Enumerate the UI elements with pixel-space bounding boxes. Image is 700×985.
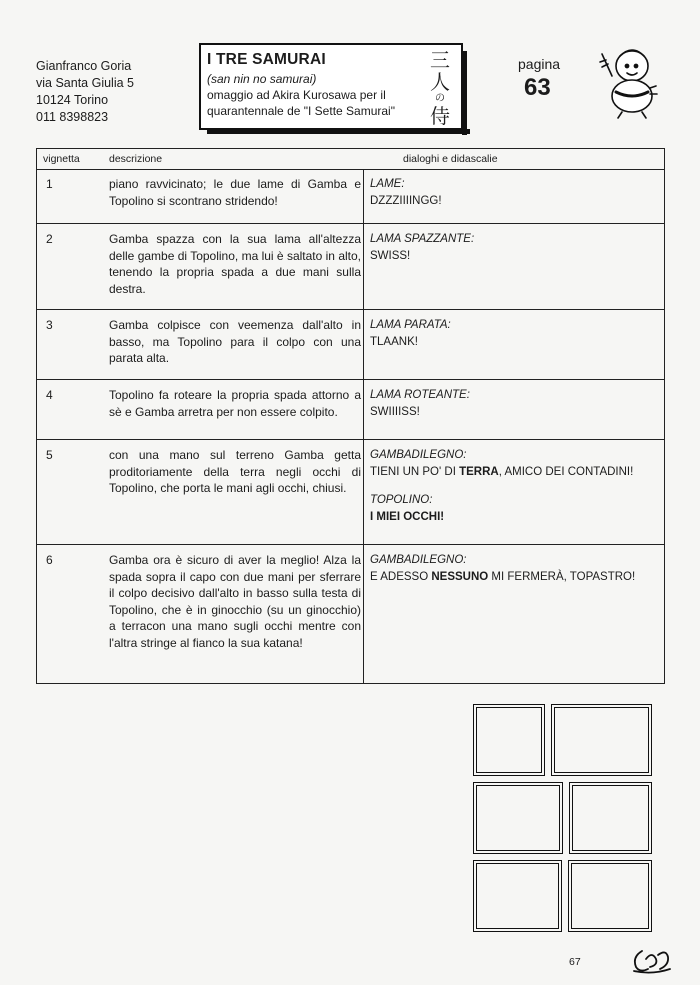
- speech-text: [370, 509, 662, 526]
- table-row: [37, 380, 664, 440]
- panel-description: Gamba colpisce con veemenza dall'alto in basso, ma Topolino para il colpo con una parata alta.: [109, 318, 361, 365]
- address-line: Gianfranco Goria: [36, 59, 132, 73]
- speech-text: SWISS!: [370, 249, 411, 262]
- column-header-dialogue: dialoghi e didascalie: [403, 153, 498, 165]
- panel-number: 3: [46, 318, 53, 332]
- table-row: [37, 440, 664, 545]
- kanji-char: 侍: [430, 104, 450, 128]
- title-box-shadow: [462, 51, 467, 135]
- speech-text-part: MI FERMERÀ, TOPASTRO!: [488, 570, 636, 583]
- speech-text: [370, 569, 662, 586]
- speech-text-part: , AMICO DEI CONTADINI!: [498, 465, 634, 478]
- panel-description: Topolino fa roteare la propria spada attorno a sè e Gamba arretra per non essere colpito.: [109, 388, 361, 419]
- panel-description: Gamba ora è sicuro di aver la meglio! Alza la spada sopra il capo con due mani per sferrare il colpo decisivo dall'alto in basso sulla testa di Topolino, che è in ginocchio (su un ginocchio) a terracon una mano sugli occhi mentre con l'altra stringe al fianco la sua katana!: [109, 553, 361, 650]
- speech-emphasis: I MIEI OCCHI!: [370, 510, 445, 523]
- layout-panel: [473, 782, 563, 854]
- speech-text: DZZZIIIINGG!: [370, 194, 442, 207]
- panel-dialogue: [370, 387, 662, 420]
- tribute-line: omaggio ad Akira Kurosawa per il: [207, 88, 386, 102]
- panel-number: 2: [46, 232, 53, 246]
- panel-description: Gamba spazza con la sua lama all'altezza delle gambe di Topolino, ma lui è saltato in alto, tenendo la propria spada a due mani sulla destra.: [109, 232, 361, 296]
- table-row: [37, 310, 664, 380]
- speech-text: SWIIIISS!: [370, 405, 420, 418]
- speaker-label: TOPOLINO:: [370, 494, 433, 506]
- speech-emphasis: NESSUNO: [431, 570, 489, 583]
- speaker-label: LAMA ROTEANTE:: [370, 389, 470, 401]
- layout-panel: [473, 704, 545, 776]
- signature-icon: [630, 945, 674, 975]
- layout-panel: [551, 704, 652, 776]
- panel-dialogue: [370, 552, 662, 585]
- panel-description: con una mano sul terreno Gamba getta proditoriamente della terra negli occhi di Topolino, che porta le mani agli occhi, chiusi.: [109, 448, 361, 495]
- address-line: via Santa Giulia 5: [36, 76, 134, 90]
- kanji-char: の: [435, 93, 445, 104]
- address-line: 10124 Torino: [36, 93, 109, 107]
- panel-number: 5: [46, 448, 53, 462]
- page-number: 63: [524, 74, 551, 101]
- speech-text-part: E ADESSO: [370, 570, 432, 583]
- address-line: 011 8398823: [36, 110, 109, 124]
- panel-number: 6: [46, 553, 53, 567]
- title-box-shadow: [207, 129, 470, 134]
- tribute-line: quarantennale de "I Sette Samurai": [207, 104, 395, 118]
- speech-emphasis: TERRA: [459, 465, 499, 478]
- author-address: [36, 58, 134, 126]
- layout-panel: [569, 782, 652, 854]
- kanji-char: 三: [430, 48, 450, 72]
- speech-text: TLAANK!: [370, 335, 418, 348]
- kanji-char: 人: [430, 70, 450, 94]
- column-header-panel: vignetta: [43, 153, 80, 165]
- speaker-label: LAME:: [370, 178, 405, 190]
- speech-text: [370, 464, 662, 481]
- title-box: [199, 43, 463, 130]
- speech-text-part: TIENI UN PO' DI: [370, 465, 460, 478]
- speaker-label: LAMA SPAZZANTE:: [370, 233, 475, 245]
- panel-dialogue: [370, 176, 662, 209]
- speaker-label: GAMBADILEGNO:: [370, 554, 467, 566]
- kanji-title: [429, 49, 451, 127]
- table-header: [37, 149, 664, 170]
- layout-panel: [473, 860, 562, 932]
- table-row: [37, 224, 664, 310]
- panel-dialogue: [370, 447, 662, 525]
- panel-dialogue: [370, 231, 662, 264]
- panel-description: piano ravvicinato; le due lame di Gamba e Topolino si scontrano stridendo!: [109, 177, 361, 208]
- page-label: pagina: [518, 56, 561, 72]
- samurai-mascot-icon: [598, 42, 660, 120]
- table-row: [37, 169, 664, 224]
- story-subtitle: (san nin no samurai): [207, 72, 317, 86]
- column-header-description: descrizione: [109, 153, 163, 165]
- panel-dialogue: [370, 317, 662, 350]
- footer-page-number: 67: [569, 956, 581, 968]
- layout-panel: [568, 860, 652, 932]
- table-row: [37, 545, 664, 683]
- speaker-label: LAMA PARATA:: [370, 319, 451, 331]
- panel-number: 4: [46, 388, 53, 402]
- script-table: [36, 148, 665, 684]
- speaker-label: GAMBADILEGNO:: [370, 449, 467, 461]
- panel-number: 1: [46, 177, 53, 191]
- story-title: I TRE SAMURAI: [207, 51, 326, 68]
